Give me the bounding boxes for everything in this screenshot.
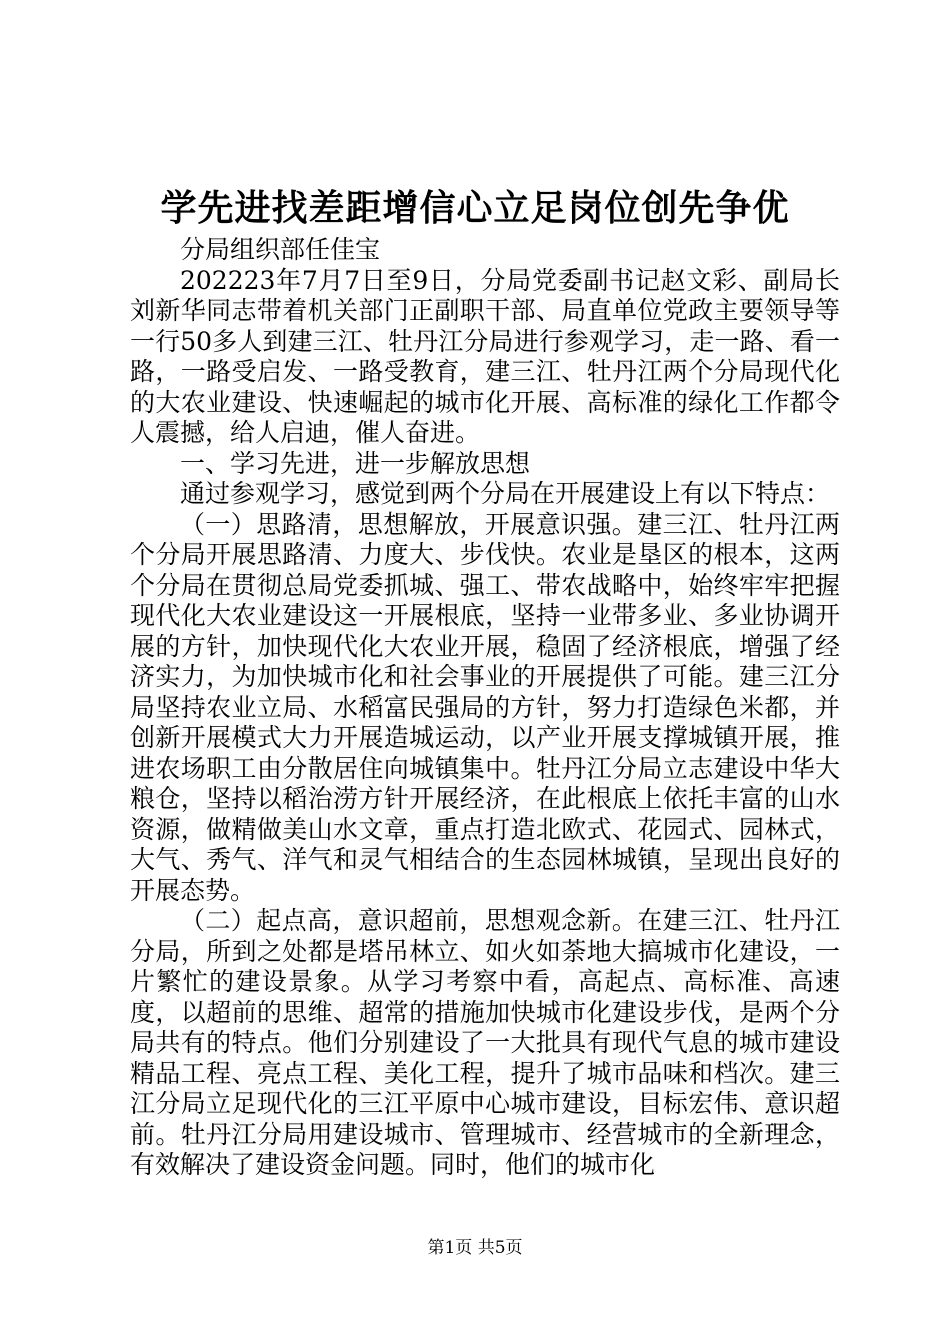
page-number-footer: 第1页 共5页 bbox=[427, 1238, 523, 1258]
body-paragraph: （一）思路清，思想解放，开展意识强。建三江、牡丹江两个分局开展思路清、力度大、步伐快。农业是垦区的根本，这两个分局在贯彻总局党委抓城、强工、带农战略中，始终牢牢把握现代化大农业建设这一开展根底，坚持一业带多业、多业协调开展的方针，加快现代化大农业开展，稳固了经济根底，增强了经济实力，为加快城市化和社会事业的开展提供了可能。建三江分局坚持农业立局、水稻富民强局的方针，努力打造绿色米都，并创新开展模式大力开展造城运动，以产业开展支撑城镇开展，推进农场职工由分散居住向城镇集中。牡丹江分局立志建设中华大粮仓，坚持以稻治涝方针开展经济，在此根底上依托丰富的山水资源，做精做美山水文章，重点打造北欧式、花园式、园林式，大气、秀气、洋气和灵气相结合的生态园林城镇，呈现出良好的开展态势。 bbox=[130, 509, 840, 905]
body-paragraph: 通过参观学习，感觉到两个分局在开展建设上有以下特点： bbox=[180, 479, 831, 508]
section-heading: 一、学习先进，进一步解放思想 bbox=[180, 448, 531, 478]
body-paragraph: （二）起点高，意识超前，思想观念新。在建三江、牡丹江分局，所到之处都是塔吊林立、如火如荼地大搞城市化建设，一片繁忙的建设景象。从学习考察中看，高起点、高标准、高速度，以超前的思维、超常的措施加快城市化建设步伐，是两个分局共有的特点。他们分别建设了一大批具有现代气息的城市建设精品工程、亮点工程、美化工程，提升了城市品味和档次。建三江分局立足现代化的三江平原中心城市建设，目标宏伟、意识超前。牡丹江分局用建设城市、管理城市、经营城市的全新理念，有效解决了建设资金问题。同时，他们的城市化 bbox=[130, 906, 840, 1179]
document-body bbox=[130, 235, 840, 1181]
document-title: 学先进找差距增信心立足岗位创先争优 bbox=[160, 187, 790, 229]
author-line: 分局组织部任佳宝 bbox=[180, 235, 381, 264]
body-paragraph: 202223年7月7日至9日，分局党委副书记赵文彩、副局长刘新华同志带着机关部门正副职干部、局直单位党政主要领导等一行50多人到建三江、牡丹江分局进行参观学习，走一路、看一路，一路受启发、一路受教育，建三江、牡丹江两个分局现代化的大农业建设、快速崛起的城市化开展、高标准的绿化工作都令人震撼，给人启迪，催人奋进。 bbox=[130, 265, 840, 447]
